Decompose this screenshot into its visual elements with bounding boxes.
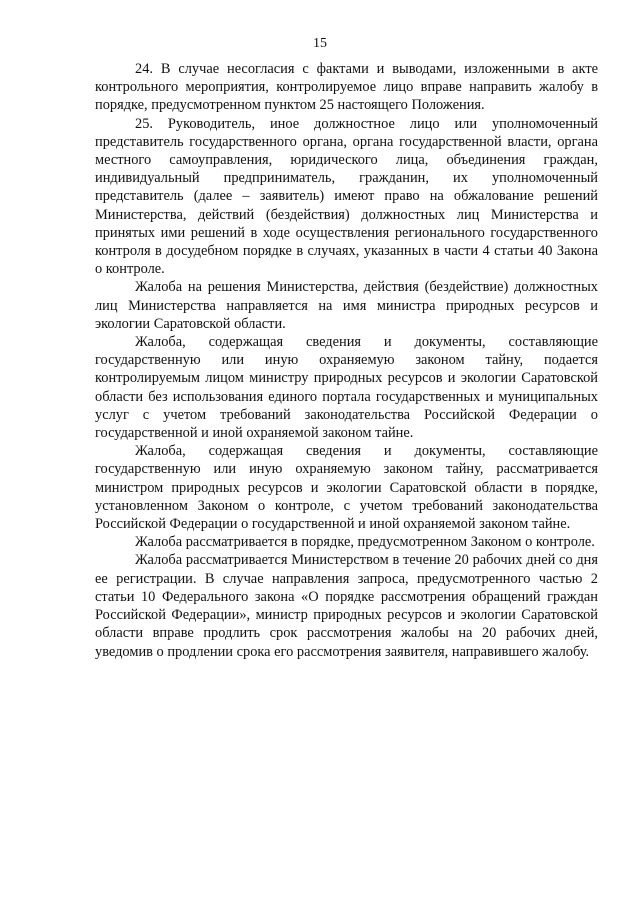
paragraph-secret-complaint-review: Жалоба, содержащая сведения и документы, составляющие государственную или иную охраняемую законом тайну, рассматривается министром природных ресурсов и экологии Саратовской области в порядке, установленном Законом о контроле, с учетом требований законодательства Российской Федерации о государственной и иной охраняемой законом тайне.: [95, 443, 598, 533]
paragraph-review-procedure: Жалоба рассматривается в порядке, предусмотренном Законом о контроле.: [135, 534, 595, 551]
paragraph-24: 24. В случае несогласия с фактами и выводами, изложенными в акте контрольного мероприятия, контролируемое лицо вправе направить жалобу в порядке, предусмотренном пунктом 25 настоящего Положения.: [95, 61, 598, 114]
paragraph-25: 25. Руководитель, иное должностное лицо или уполномоченный представитель государственного органа, органа государственной власти, органа местного самоуправления, юридического лица, объединения граждан, индивидуальный предприниматель, гражданин, их уполномоченный представитель (далее – заявитель) имеют право на обжалование решений Министерства, действий (бездействия) должностных лиц Министерства и принятых ими решений в ходе осуществления регионального государственного контроля в досудебном порядке в случаях, указанных в части 4 статьи 40 Закона о контроле.: [95, 115, 598, 278]
paragraph-complaint-addressee: Жалоба на решения Министерства, действия (бездействие) должностных лиц Министерства направляется на имя министра природных ресурсов и экологии Саратовской области.: [95, 279, 598, 332]
paragraph-review-period: Жалоба рассматривается Министерством в течение 20 рабочих дней со дня ее регистрации. В случае направления запроса, предусмотренного частью 2 статьи 10 Федерального закона «О порядке рассмотрения обращений граждан Российской Федерации», министр природных ресурсов и экологии Саратовской области вправе продлить срок рассмотрения жалобы на 20 рабочих дней, уведомив о продлении срока его рассмотрения заявителя, направившего жалобу.: [95, 552, 598, 660]
document-body: [95, 60, 598, 661]
page-number: 15: [313, 36, 327, 51]
paragraph-secret-complaint-submission: Жалоба, содержащая сведения и документы, составляющие государственную или иную охраняемую законом тайну, подается контролируемым лицом министру природных ресурсов и экологии Саратовской области без использования единого портала государственных и муниципальных услуг с учетом требований законодательства Российской Федерации о государственной и иной охраняемой законом тайне.: [95, 334, 598, 442]
